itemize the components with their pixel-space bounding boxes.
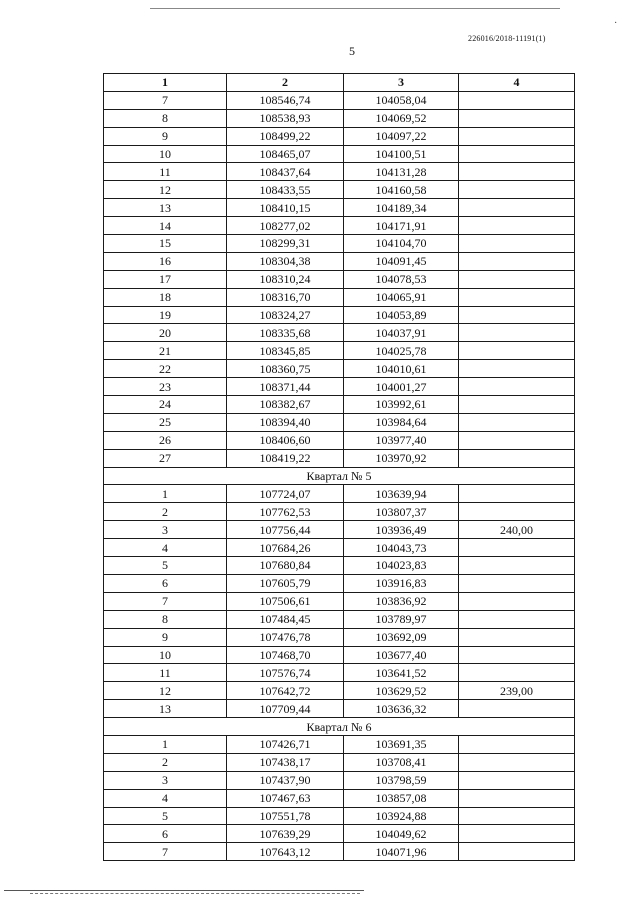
x-coordinate-cell: 108538,93 xyxy=(227,109,344,127)
table-row xyxy=(104,413,575,431)
section-title: Квартал № 5 xyxy=(104,467,575,485)
value-cell xyxy=(459,360,575,378)
y-coordinate-cell: 103691,35 xyxy=(344,735,459,753)
top-rule xyxy=(150,8,560,9)
x-coordinate-cell: 108277,02 xyxy=(227,217,344,235)
x-coordinate-cell: 108304,38 xyxy=(227,252,344,270)
point-number-cell: 10 xyxy=(104,646,227,664)
y-coordinate-cell: 104025,78 xyxy=(344,342,459,360)
value-cell xyxy=(459,270,575,288)
x-coordinate-cell: 108546,74 xyxy=(227,91,344,109)
table-row xyxy=(104,342,575,360)
table-row xyxy=(104,306,575,324)
value-cell xyxy=(459,807,575,825)
table-row xyxy=(104,682,575,700)
y-coordinate-cell: 103836,92 xyxy=(344,592,459,610)
x-coordinate-cell: 108394,40 xyxy=(227,413,344,431)
y-coordinate-cell: 103789,97 xyxy=(344,610,459,628)
y-coordinate-cell: 104069,52 xyxy=(344,109,459,127)
value-cell xyxy=(459,145,575,163)
y-coordinate-cell: 104097,22 xyxy=(344,127,459,145)
table-row xyxy=(104,789,575,807)
x-coordinate-cell: 107684,26 xyxy=(227,539,344,557)
value-cell xyxy=(459,664,575,682)
table-row xyxy=(104,252,575,270)
table-row xyxy=(104,270,575,288)
x-coordinate-cell: 107476,78 xyxy=(227,628,344,646)
x-coordinate-cell: 107551,78 xyxy=(227,807,344,825)
x-coordinate-cell: 107467,63 xyxy=(227,789,344,807)
x-coordinate-cell: 108335,68 xyxy=(227,324,344,342)
value-cell xyxy=(459,91,575,109)
value-cell xyxy=(459,825,575,843)
column-header: 3 xyxy=(344,74,459,92)
point-number-cell: 22 xyxy=(104,360,227,378)
section-title: Квартал № 6 xyxy=(104,718,575,736)
page-number: 5 xyxy=(349,44,355,58)
y-coordinate-cell: 104078,53 xyxy=(344,270,459,288)
table-row xyxy=(104,396,575,414)
point-number-cell: 13 xyxy=(104,700,227,718)
y-coordinate-cell: 103708,41 xyxy=(344,753,459,771)
point-number-cell: 21 xyxy=(104,342,227,360)
table-row xyxy=(104,91,575,109)
point-number-cell: 2 xyxy=(104,753,227,771)
value-cell xyxy=(459,449,575,467)
table-row xyxy=(104,539,575,557)
x-coordinate-cell: 108437,64 xyxy=(227,163,344,181)
coordinates-table xyxy=(103,73,575,861)
point-number-cell: 1 xyxy=(104,485,227,503)
document-number: 226016/2018-11191(1) xyxy=(468,34,546,43)
x-coordinate-cell: 108324,27 xyxy=(227,306,344,324)
table-row xyxy=(104,503,575,521)
value-cell xyxy=(459,789,575,807)
y-coordinate-cell: 104104,70 xyxy=(344,235,459,253)
point-number-cell: 5 xyxy=(104,807,227,825)
value-cell xyxy=(459,557,575,575)
value-cell xyxy=(459,646,575,664)
x-coordinate-cell: 107756,44 xyxy=(227,521,344,539)
y-coordinate-cell: 104023,83 xyxy=(344,557,459,575)
point-number-cell: 6 xyxy=(104,825,227,843)
value-cell xyxy=(459,843,575,861)
y-coordinate-cell: 104189,34 xyxy=(344,199,459,217)
y-coordinate-cell: 103984,64 xyxy=(344,413,459,431)
table-row xyxy=(104,807,575,825)
value-cell xyxy=(459,735,575,753)
table-row xyxy=(104,235,575,253)
x-coordinate-cell: 107762,53 xyxy=(227,503,344,521)
x-coordinate-cell: 107709,44 xyxy=(227,700,344,718)
y-coordinate-cell: 104037,91 xyxy=(344,324,459,342)
x-coordinate-cell: 108299,31 xyxy=(227,235,344,253)
point-number-cell: 18 xyxy=(104,288,227,306)
y-coordinate-cell: 103807,37 xyxy=(344,503,459,521)
point-number-cell: 27 xyxy=(104,449,227,467)
table-header-row xyxy=(104,74,575,92)
y-coordinate-cell: 104100,51 xyxy=(344,145,459,163)
x-coordinate-cell: 107605,79 xyxy=(227,574,344,592)
x-coordinate-cell: 107642,72 xyxy=(227,682,344,700)
x-coordinate-cell: 107724,07 xyxy=(227,485,344,503)
point-number-cell: 11 xyxy=(104,163,227,181)
x-coordinate-cell: 108360,75 xyxy=(227,360,344,378)
x-coordinate-cell: 108371,44 xyxy=(227,378,344,396)
point-number-cell: 3 xyxy=(104,521,227,539)
point-number-cell: 1 xyxy=(104,735,227,753)
table-row xyxy=(104,592,575,610)
value-cell xyxy=(459,610,575,628)
column-header: 4 xyxy=(459,74,575,92)
point-number-cell: 7 xyxy=(104,592,227,610)
column-header: 2 xyxy=(227,74,344,92)
value-cell xyxy=(459,235,575,253)
value-cell xyxy=(459,181,575,199)
x-coordinate-cell: 107468,70 xyxy=(227,646,344,664)
value-cell xyxy=(459,163,575,181)
point-number-cell: 24 xyxy=(104,396,227,414)
y-coordinate-cell: 104043,73 xyxy=(344,539,459,557)
y-coordinate-cell: 103641,52 xyxy=(344,664,459,682)
table-row xyxy=(104,449,575,467)
value-cell xyxy=(459,252,575,270)
x-coordinate-cell: 108316,70 xyxy=(227,288,344,306)
point-number-cell: 14 xyxy=(104,217,227,235)
y-coordinate-cell: 103677,40 xyxy=(344,646,459,664)
y-coordinate-cell: 104131,28 xyxy=(344,163,459,181)
x-coordinate-cell: 107643,12 xyxy=(227,843,344,861)
y-coordinate-cell: 103639,94 xyxy=(344,485,459,503)
y-coordinate-cell: 103970,92 xyxy=(344,449,459,467)
point-number-cell: 8 xyxy=(104,109,227,127)
x-coordinate-cell: 108499,22 xyxy=(227,127,344,145)
point-number-cell: 25 xyxy=(104,413,227,431)
table-row xyxy=(104,557,575,575)
table-row xyxy=(104,574,575,592)
point-number-cell: 11 xyxy=(104,664,227,682)
y-coordinate-cell: 103629,52 xyxy=(344,682,459,700)
y-coordinate-cell: 103924,88 xyxy=(344,807,459,825)
point-number-cell: 10 xyxy=(104,145,227,163)
value-cell: 239,00 xyxy=(459,682,575,700)
value-cell xyxy=(459,342,575,360)
value-cell xyxy=(459,288,575,306)
point-number-cell: 15 xyxy=(104,235,227,253)
table-row xyxy=(104,378,575,396)
value-cell xyxy=(459,378,575,396)
point-number-cell: 5 xyxy=(104,557,227,575)
x-coordinate-cell: 108382,67 xyxy=(227,396,344,414)
table-row xyxy=(104,771,575,789)
y-coordinate-cell: 104071,96 xyxy=(344,843,459,861)
value-cell xyxy=(459,503,575,521)
value-cell xyxy=(459,628,575,646)
table-row xyxy=(104,217,575,235)
x-coordinate-cell: 107506,61 xyxy=(227,592,344,610)
table-row xyxy=(104,360,575,378)
section-row xyxy=(104,718,575,736)
table-row xyxy=(104,628,575,646)
y-coordinate-cell: 104053,89 xyxy=(344,306,459,324)
x-coordinate-cell: 107426,71 xyxy=(227,735,344,753)
table-row xyxy=(104,324,575,342)
y-coordinate-cell: 103992,61 xyxy=(344,396,459,414)
point-number-cell: 13 xyxy=(104,199,227,217)
value-cell xyxy=(459,109,575,127)
y-coordinate-cell: 104171,91 xyxy=(344,217,459,235)
x-coordinate-cell: 107438,17 xyxy=(227,753,344,771)
point-number-cell: 3 xyxy=(104,771,227,789)
x-coordinate-cell: 108419,22 xyxy=(227,449,344,467)
point-number-cell: 4 xyxy=(104,789,227,807)
table-row xyxy=(104,288,575,306)
y-coordinate-cell: 103692,09 xyxy=(344,628,459,646)
point-number-cell: 7 xyxy=(104,843,227,861)
point-number-cell: 12 xyxy=(104,682,227,700)
table-row xyxy=(104,843,575,861)
y-coordinate-cell: 103916,83 xyxy=(344,574,459,592)
x-coordinate-cell: 108406,60 xyxy=(227,431,344,449)
value-cell xyxy=(459,592,575,610)
table-row xyxy=(104,145,575,163)
point-number-cell: 19 xyxy=(104,306,227,324)
y-coordinate-cell: 104091,45 xyxy=(344,252,459,270)
table-row xyxy=(104,163,575,181)
point-number-cell: 17 xyxy=(104,270,227,288)
value-cell xyxy=(459,574,575,592)
point-number-cell: 16 xyxy=(104,252,227,270)
x-coordinate-cell: 108310,24 xyxy=(227,270,344,288)
section-row xyxy=(104,467,575,485)
table-row xyxy=(104,485,575,503)
table-row xyxy=(104,431,575,449)
value-cell: 240,00 xyxy=(459,521,575,539)
table-row xyxy=(104,521,575,539)
value-cell xyxy=(459,396,575,414)
x-coordinate-cell: 107639,29 xyxy=(227,825,344,843)
y-coordinate-cell: 104058,04 xyxy=(344,91,459,109)
point-number-cell: 20 xyxy=(104,324,227,342)
table-row xyxy=(104,181,575,199)
value-cell xyxy=(459,539,575,557)
x-coordinate-cell: 108465,07 xyxy=(227,145,344,163)
table-row xyxy=(104,646,575,664)
point-number-cell: 6 xyxy=(104,574,227,592)
y-coordinate-cell: 103798,59 xyxy=(344,771,459,789)
y-coordinate-cell: 104065,91 xyxy=(344,288,459,306)
y-coordinate-cell: 104160,58 xyxy=(344,181,459,199)
x-coordinate-cell: 107576,74 xyxy=(227,664,344,682)
y-coordinate-cell: 103636,32 xyxy=(344,700,459,718)
value-cell xyxy=(459,485,575,503)
table-row xyxy=(104,109,575,127)
value-cell xyxy=(459,217,575,235)
x-coordinate-cell: 108433,55 xyxy=(227,181,344,199)
value-cell xyxy=(459,771,575,789)
table-row xyxy=(104,664,575,682)
corner-mark: · xyxy=(614,18,618,29)
table-row xyxy=(104,199,575,217)
table-row xyxy=(104,127,575,145)
table-row xyxy=(104,610,575,628)
column-header: 1 xyxy=(104,74,227,92)
x-coordinate-cell: 107680,84 xyxy=(227,557,344,575)
value-cell xyxy=(459,753,575,771)
y-coordinate-cell: 104010,61 xyxy=(344,360,459,378)
x-coordinate-cell: 107484,45 xyxy=(227,610,344,628)
point-number-cell: 23 xyxy=(104,378,227,396)
point-number-cell: 9 xyxy=(104,127,227,145)
y-coordinate-cell: 103936,49 xyxy=(344,521,459,539)
value-cell xyxy=(459,199,575,217)
value-cell xyxy=(459,700,575,718)
value-cell xyxy=(459,306,575,324)
y-coordinate-cell: 104049,62 xyxy=(344,825,459,843)
y-coordinate-cell: 103977,40 xyxy=(344,431,459,449)
y-coordinate-cell: 104001,27 xyxy=(344,378,459,396)
table-row xyxy=(104,700,575,718)
point-number-cell: 7 xyxy=(104,91,227,109)
footer-rule-dashed xyxy=(30,893,360,894)
point-number-cell: 26 xyxy=(104,431,227,449)
x-coordinate-cell: 107437,90 xyxy=(227,771,344,789)
x-coordinate-cell: 108410,15 xyxy=(227,199,344,217)
y-coordinate-cell: 103857,08 xyxy=(344,789,459,807)
value-cell xyxy=(459,324,575,342)
value-cell xyxy=(459,431,575,449)
coordinates-table-body xyxy=(104,74,575,861)
point-number-cell: 4 xyxy=(104,539,227,557)
value-cell xyxy=(459,413,575,431)
point-number-cell: 12 xyxy=(104,181,227,199)
point-number-cell: 2 xyxy=(104,503,227,521)
table-row xyxy=(104,753,575,771)
table-row xyxy=(104,825,575,843)
x-coordinate-cell: 108345,85 xyxy=(227,342,344,360)
footer-rule xyxy=(4,890,364,891)
point-number-cell: 8 xyxy=(104,610,227,628)
table-row xyxy=(104,735,575,753)
point-number-cell: 9 xyxy=(104,628,227,646)
value-cell xyxy=(459,127,575,145)
